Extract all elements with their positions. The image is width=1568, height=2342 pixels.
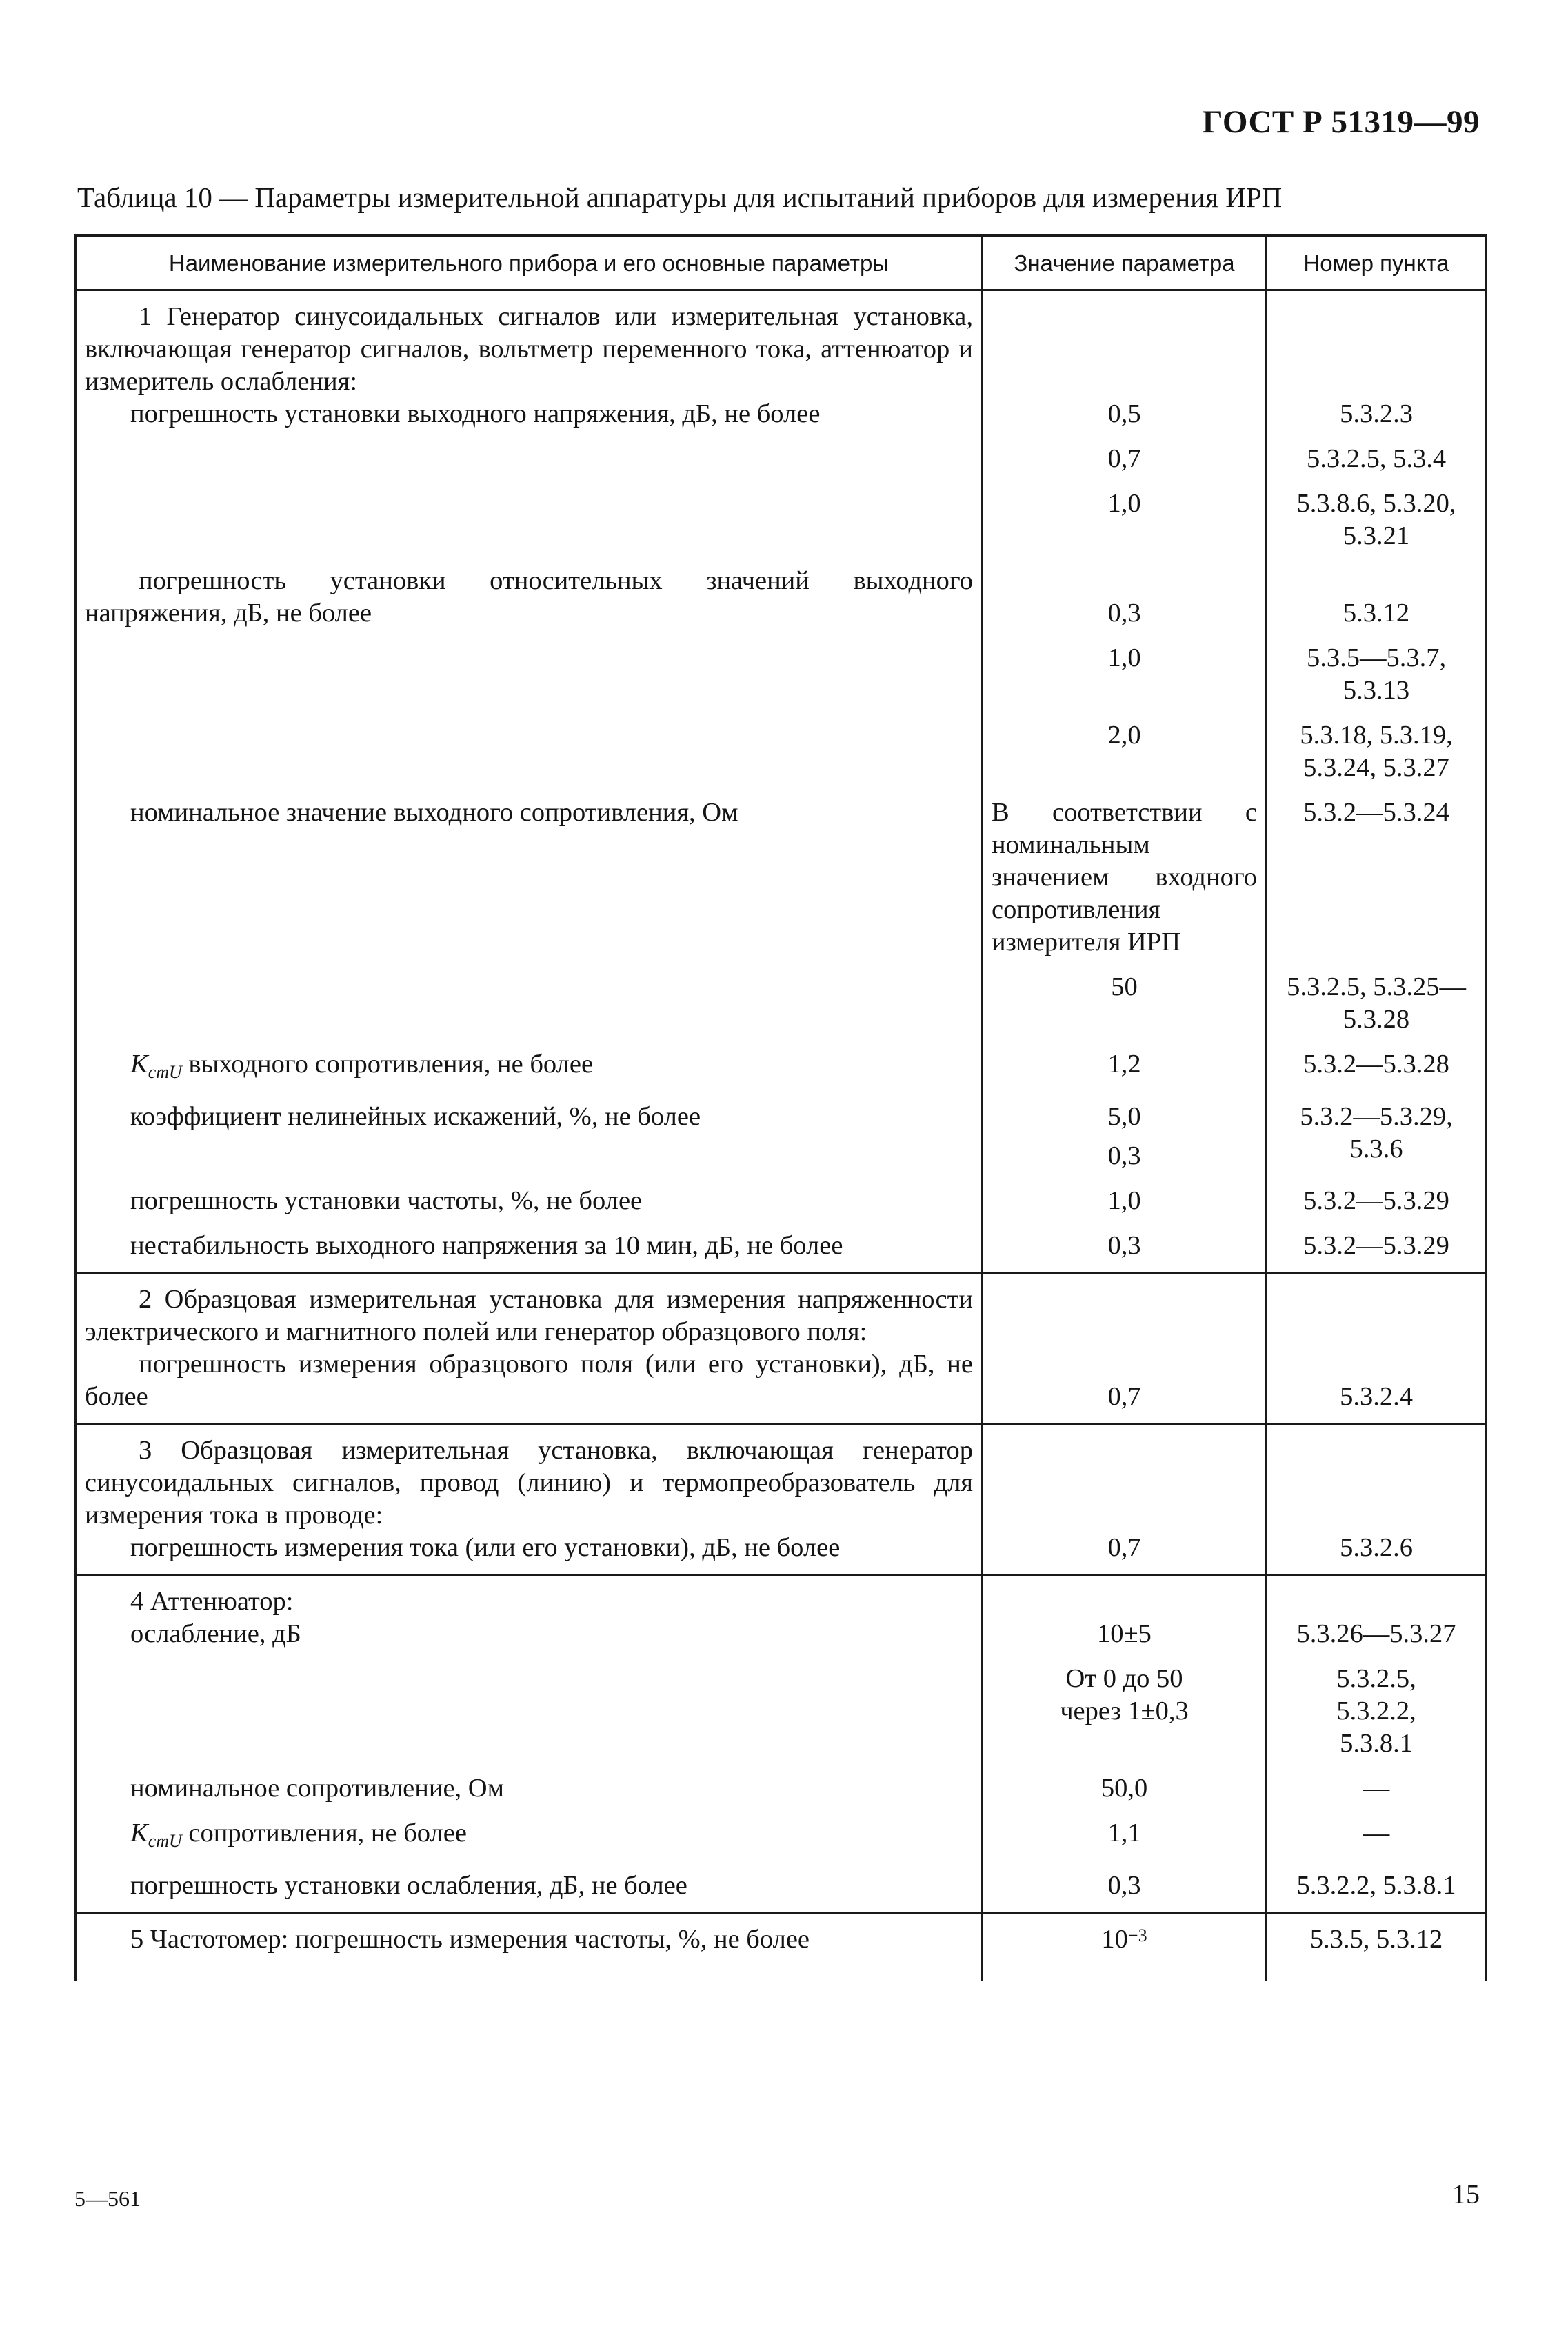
clause-ref: 5.3.2—5.3.28	[1267, 1036, 1487, 1088]
param-name: погрешность установки относительных значений выходного напряжения, дБ, не более	[76, 552, 983, 630]
item-title: 4 Аттенюатор:	[76, 1575, 983, 1619]
param-value: 0,5	[983, 398, 1267, 430]
param-name: нестабильность выходного напряжения за 10 мин, дБ, не более	[76, 1217, 983, 1273]
param-value: 1,2	[983, 1036, 1267, 1088]
param-value: 0,3	[983, 1217, 1267, 1273]
table-row	[76, 1618, 1487, 1650]
print-code: 5—561	[74, 2186, 141, 2211]
param-value	[983, 290, 1267, 399]
clause-ref: —	[1267, 1805, 1487, 1857]
param-name: коэффициент нелинейных искажений, %, не более	[76, 1088, 983, 1172]
param-name: погрешность установки частоты, %, не более	[76, 1172, 983, 1217]
clause-ref	[1267, 1424, 1487, 1532]
param-value: 0,3	[983, 1857, 1267, 1913]
clause-ref: 5.3.2.5, 5.3.2.2, 5.3.8.1	[1267, 1650, 1487, 1760]
param-name: $K_{стU}$ сопротивления, не более	[76, 1805, 983, 1857]
param-name	[76, 959, 983, 1036]
clause-ref: —	[1267, 1760, 1487, 1805]
table-row	[76, 1348, 1487, 1424]
param-value: 10±5	[983, 1618, 1267, 1650]
param-value: 2,0	[983, 707, 1267, 784]
item-title: 3 Образцовая измерительная установка, включающая генератор синусоидальных сигналов, провод (линию) и термопреобразователь для измерения тока в проводе:	[76, 1424, 983, 1532]
param-name: погрешность установки выходного напряжения, дБ, не более	[76, 398, 983, 430]
param-value: 50,0	[983, 1760, 1267, 1805]
table-row	[76, 1805, 1487, 1857]
clause-ref: 5.3.2—5.3.29	[1267, 1172, 1487, 1217]
param-value: 0,7	[983, 1348, 1267, 1424]
table-row	[76, 1424, 1487, 1532]
clause-ref: 5.3.2.2, 5.3.8.1	[1267, 1857, 1487, 1913]
table-row	[76, 475, 1487, 552]
param-name: погрешность установки ослабления, дБ, не более	[76, 1857, 983, 1913]
table-header-row	[76, 236, 1487, 290]
table-row	[76, 1650, 1487, 1760]
standard-number: ГОСТ Р 51319—99	[1202, 104, 1480, 140]
param-name: погрешность измерения тока (или его установки), дБ, не более	[76, 1532, 983, 1575]
clause-ref: 5.3.2—5.3.29	[1267, 1217, 1487, 1273]
param-value: 1,1	[983, 1805, 1267, 1857]
param-value: В соответствии с номинальным значением входного сопротивления измерителя ИРП	[983, 784, 1267, 959]
param-value	[983, 1575, 1267, 1619]
clause-ref: 5.3.12	[1267, 552, 1487, 630]
param-value: 50	[983, 959, 1267, 1036]
table-row	[76, 1857, 1487, 1913]
param-value	[983, 1424, 1267, 1532]
param-name: погрешность измерения образцового поля (или его установки), дБ, не более	[76, 1348, 983, 1424]
column-header-name: Наименование измерительного прибора и его основные параметры	[76, 236, 983, 290]
parameters-table	[74, 234, 1487, 1981]
k-symbol: $K_{стU}$	[130, 1819, 182, 1851]
clause-ref: 5.3.5, 5.3.12	[1267, 1913, 1487, 1982]
clause-ref: 5.3.2.5, 5.3.4	[1267, 430, 1487, 475]
clause-ref: 5.3.2.5, 5.3.25—5.3.28	[1267, 959, 1487, 1036]
table-row	[76, 784, 1487, 959]
clause-ref: 5.3.2—5.3.24	[1267, 784, 1487, 959]
table-row	[76, 959, 1487, 1036]
param-name: 5 Частотомер: погрешность измерения частоты, %, не более	[76, 1913, 983, 1982]
table-row	[76, 1172, 1487, 1217]
param-name: номинальное сопротивление, Ом	[76, 1760, 983, 1805]
param-value: 1,0	[983, 475, 1267, 552]
clause-ref: 5.3.8.6, 5.3.20, 5.3.21	[1267, 475, 1487, 552]
column-header-clause: Номер пункта	[1267, 236, 1487, 290]
column-header-value: Значение параметра	[983, 236, 1267, 290]
param-value: 0,7	[983, 430, 1267, 475]
param-name	[76, 630, 983, 707]
k-symbol: $K_{стU}$	[130, 1050, 182, 1082]
clause-ref: 5.3.5—5.3.7, 5.3.13	[1267, 630, 1487, 707]
table-row	[76, 398, 1487, 430]
param-name	[76, 707, 983, 784]
param-value: От 0 до 50 через 1±0,3	[983, 1650, 1267, 1760]
table-row	[76, 1760, 1487, 1805]
param-value: 0,3	[983, 552, 1267, 630]
table-row	[76, 630, 1487, 707]
table-row	[76, 1088, 1487, 1172]
table-row	[76, 1913, 1487, 1982]
param-value: 1,0	[983, 1172, 1267, 1217]
clause-ref: 5.3.2.3	[1267, 398, 1487, 430]
param-name	[76, 475, 983, 552]
clause-ref: 5.3.18, 5.3.19, 5.3.24, 5.3.27	[1267, 707, 1487, 784]
table-row	[76, 1273, 1487, 1349]
param-value: 5,0 0,3	[983, 1088, 1267, 1172]
table-row	[76, 290, 1487, 399]
page-number: 15	[1452, 2179, 1480, 2210]
item-title: 1 Генератор синусоидальных сигналов или измерительная установка, включающая генератор сигналов, вольтметр переменного тока, аттенюатор и измеритель ослабления:	[76, 290, 983, 399]
param-name: номинальное значение выходного сопротивления, Ом	[76, 784, 983, 959]
param-value	[983, 1273, 1267, 1349]
table-row	[76, 707, 1487, 784]
param-name	[76, 1650, 983, 1760]
param-value: 1,0	[983, 630, 1267, 707]
param-value: 0,7	[983, 1532, 1267, 1575]
clause-ref: 5.3.2.6	[1267, 1532, 1487, 1575]
table-row	[76, 1532, 1487, 1575]
param-name: ослабление, дБ	[76, 1618, 983, 1650]
table-row	[76, 552, 1487, 630]
clause-ref: 5.3.2—5.3.29, 5.3.6	[1267, 1088, 1487, 1172]
table-row	[76, 1217, 1487, 1273]
clause-ref	[1267, 290, 1487, 399]
clause-ref	[1267, 1273, 1487, 1349]
param-name	[76, 430, 983, 475]
clause-ref	[1267, 1575, 1487, 1619]
clause-ref: 5.3.26—5.3.27	[1267, 1618, 1487, 1650]
table-row	[76, 430, 1487, 475]
table-row	[76, 1036, 1487, 1088]
item-title: 2 Образцовая измерительная установка для измерения напряженности электрического и магнитного полей или генератор образцового поля:	[76, 1273, 983, 1349]
param-name: $K_{стU}$ выходного сопротивления, не более	[76, 1036, 983, 1088]
clause-ref: 5.3.2.4	[1267, 1348, 1487, 1424]
table-row	[76, 1575, 1487, 1619]
param-value: $10^{-3}$	[983, 1913, 1267, 1982]
table-caption: Таблица 10 — Параметры измерительной аппаратуры для испытаний приборов для измерения ИРП	[77, 181, 1283, 213]
